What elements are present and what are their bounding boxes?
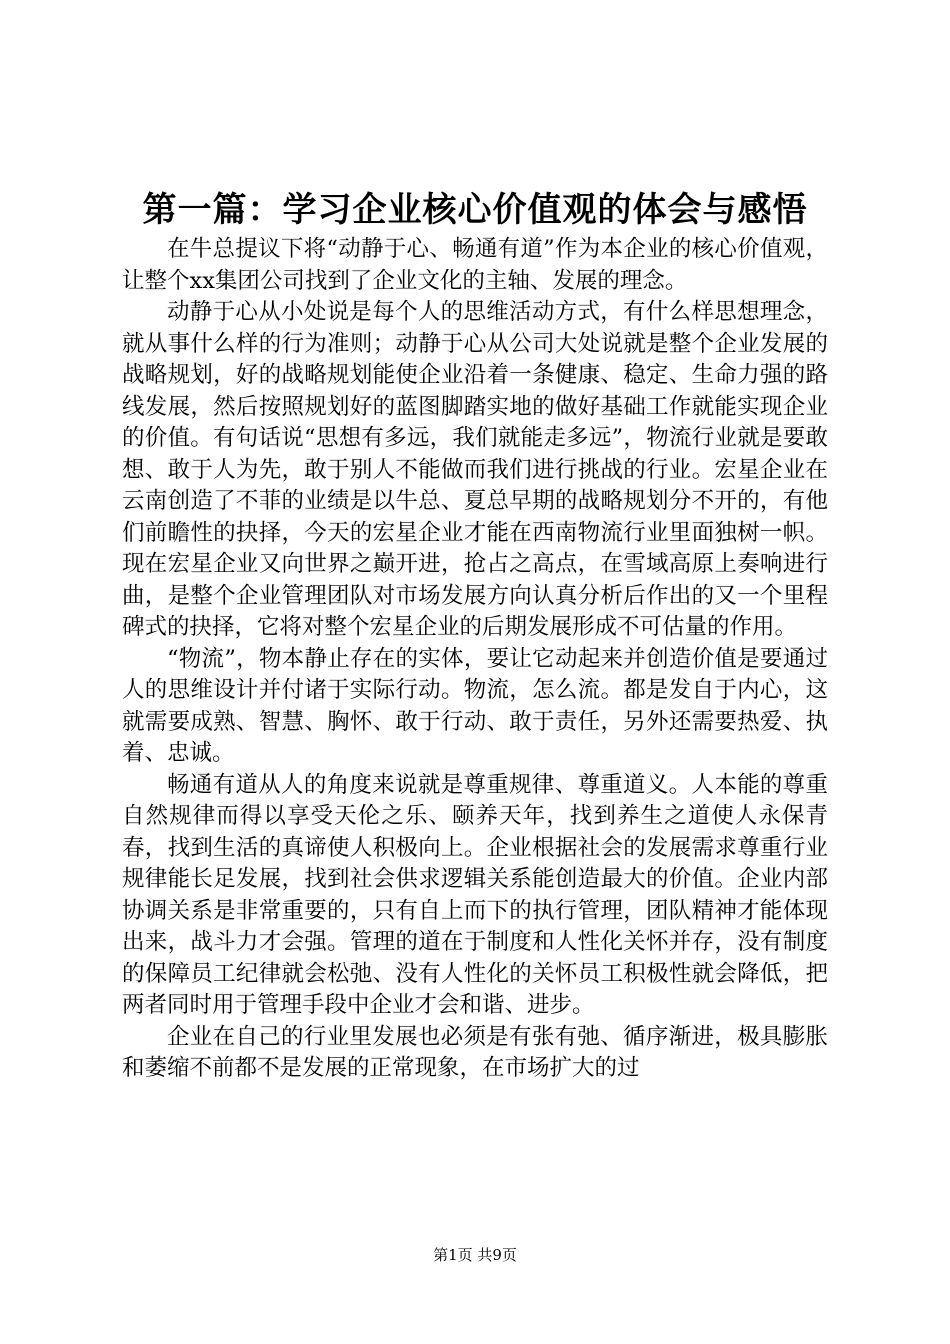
paragraph: 在牛总提议下将“动静于心、畅通有道”作为本企业的核心价值观，让整个xx集团公司找到了企业文化的主轴、发展的理念。 bbox=[122, 236, 828, 294]
document-body bbox=[122, 234, 828, 1085]
page-number-footer: 第1页 共9页 bbox=[433, 1246, 517, 1264]
document-title: 第一篇：学习企业核心价值观的体会与感悟 bbox=[142, 190, 808, 230]
paragraph: “物流”，物本静止存在的实体，要让它动起来并创造价值是要通过人的思维设计并付诸于实际行动。物流，怎么流。都是发自于内心，这就需要成熟、智慧、胸怀、敢于行动、敢于责任，另外还需要热爱、执着、忠诚。 bbox=[122, 645, 828, 766]
paragraph: 动静于心从小处说是每个人的思维活动方式，有什么样思想理念，就从事什么样的行为准则；动静于心从公司大处说就是整个企业发展的战略规划，好的战略规划能使企业沿着一条健康、稳定、生命力强的路线发展，然后按照规划好的蓝图脚踏实地的做好基础工作就能实现企业的价值。有句话说“思想有多远，我们就能走多远”，物流行业就是要敢想、敢于人为先，敢于别人不能做而我们进行挑战的行业。宏星企业在云南创造了不菲的业绩是以牛总、夏总早期的战略规划分不开的，有他们前瞻性的抉择，今天的宏星企业才能在西南物流行业里面独树一帜。现在宏星企业又向世界之巅开进，抢占之高点，在雪域高原上奏响进行曲，是整个企业管理团队对市场发展方向认真分析后作出的又一个里程碑式的抉择，它将对整个宏星企业的后期发展形成不可估量的作用。 bbox=[122, 299, 828, 640]
paragraph: 企业在自己的行业里发展也必须是有张有弛、循序渐进，极具膨胀和萎缩不前都不是发展的正常现象，在市场扩大的过 bbox=[122, 1023, 828, 1081]
paragraph: 畅通有道从人的角度来说就是尊重规律、尊重道义。人本能的尊重自然规律而得以享受天伦之乐、颐养天年，找到养生之道使人永保青春，找到生活的真谛使人积极向上。企业根据社会的发展需求尊重行业规律能长足发展，找到社会供求逻辑关系能创造最大的价值。企业内部协调关系是非常重要的，只有自上而下的执行管理，团队精神才能体现出来，战斗力才会强。管理的道在于制度和人性化关怀并存，没有制度的保障员工纪律就会松弛、没有人性化的关怀员工积极性就会降低，把两者同时用于管理手段中企业才会和谐、进步。 bbox=[122, 771, 828, 1018]
